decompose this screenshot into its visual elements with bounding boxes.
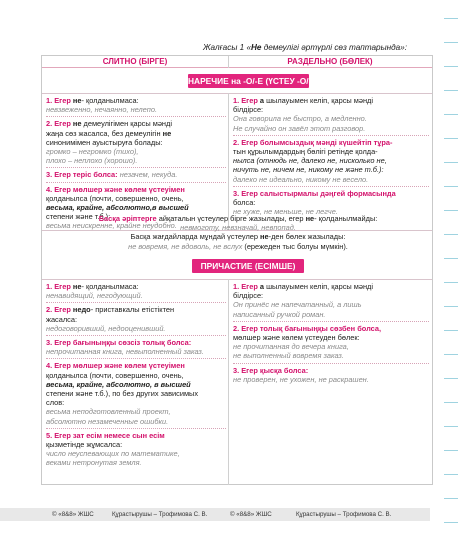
rule-line: 3. Егер бағыныңқы сөзсіз толық болса: bbox=[46, 338, 192, 348]
edge-tick bbox=[444, 234, 458, 235]
example-text: невзвеженно, нечаянно, нелепо. bbox=[46, 105, 158, 115]
rule-separator bbox=[46, 358, 226, 359]
caption-suffix: демеулігі әртүрлі сөз таптарында»: bbox=[261, 43, 408, 52]
example-text: не прочитанная до вечера книга, bbox=[233, 342, 349, 352]
rule-line: білдірсе: bbox=[233, 291, 264, 301]
middle-line-2: Басқа жағдайларда мұндай үстеулер не-ден бөлек жазылады: bbox=[130, 232, 346, 242]
rule-line: 3. Егер салыстырмалы дәңгей формасында bbox=[233, 188, 396, 198]
edge-tick bbox=[444, 138, 458, 139]
middle-line-3: не вовремя, не вдоволь, не вслух (ережеден тыс болуы мүмкін). bbox=[128, 241, 348, 251]
middle-example-1: невмоготу, невзначай, невпопад. bbox=[180, 223, 296, 233]
edge-tick bbox=[444, 498, 458, 499]
section2-top-rule bbox=[42, 279, 432, 280]
rule-line: степени және т.б.), по без других зависимых bbox=[46, 389, 199, 399]
rule-separator bbox=[46, 167, 226, 168]
rule-line: 3. Егер теріс болса: незачем, некуда. bbox=[46, 170, 178, 180]
example-text: написанный ручкой роман. bbox=[233, 309, 326, 319]
example-text: непрочитанная книга, невыполненный заказ. bbox=[46, 347, 204, 357]
rule-line: болса: bbox=[233, 198, 256, 208]
footer-copyright-right: © «8&8» ЖШС bbox=[230, 511, 272, 518]
edge-tick bbox=[444, 402, 458, 403]
edge-tick bbox=[444, 66, 458, 67]
rule-line: мөлшер және көлем үстеуден бөлек: bbox=[233, 333, 360, 343]
edge-tick bbox=[444, 354, 458, 355]
rule-line: білдірсе: bbox=[233, 105, 264, 115]
edge-tick bbox=[444, 378, 458, 379]
rule-separator bbox=[233, 135, 429, 136]
edge-tick bbox=[444, 522, 458, 523]
section2-right-column bbox=[233, 282, 429, 384]
rule-line: 1. Егер не- қолданылмаса: bbox=[46, 282, 139, 291]
caption-prefix: Жалғасы 1 « bbox=[203, 43, 252, 52]
rule-line: 2. Егер болымсыздық мәнді күшейтіп тұра- bbox=[233, 137, 393, 147]
continuation-caption bbox=[203, 43, 443, 52]
header-divider bbox=[228, 56, 229, 68]
rule-line: слов: bbox=[46, 398, 65, 408]
rule-line: 4. Егер мөлшер және көлем үстеуімен bbox=[46, 184, 185, 194]
section1-left-column bbox=[46, 96, 226, 231]
section1-right-column bbox=[233, 96, 429, 216]
edge-tick bbox=[444, 426, 458, 427]
section-title-prichastie: ПРИЧАСТИЕ (ЕСІМШЕ) bbox=[192, 259, 304, 273]
section1-divider bbox=[228, 93, 229, 230]
example-text: плохо – неплохо (хорошо). bbox=[46, 156, 138, 166]
example-text: не выполненный вовремя заказ. bbox=[233, 351, 344, 361]
caption-bold: Не bbox=[251, 43, 262, 52]
edge-tick bbox=[444, 258, 458, 259]
rule-line: весьма, крайне, абсолютно, в высшей bbox=[46, 379, 191, 389]
edge-tick bbox=[444, 90, 458, 91]
edge-tick bbox=[444, 18, 458, 19]
example-text: число неуспевающих по математике, bbox=[46, 449, 180, 459]
rule-line: 3. Егер қысқа болса: bbox=[233, 365, 309, 375]
rule-separator bbox=[46, 182, 226, 183]
edge-tick bbox=[444, 282, 458, 283]
example-text: ненавидящий, негодующий. bbox=[46, 291, 143, 301]
rule-line: 1. Егер а шылауымен келіп, қарсы мәнді bbox=[233, 96, 373, 105]
section-title-narechie: НАРЕЧИЕ на -О/-Е (ҮСТЕУ -О/-Е) bbox=[188, 76, 320, 86]
rule-separator bbox=[233, 186, 429, 187]
example-text: весьма неискренне, крайне неудобно. bbox=[46, 221, 177, 231]
header-razdelno: РАЗДЕЛЬНО (БӨЛЕК) bbox=[287, 57, 373, 66]
table-header bbox=[42, 56, 432, 68]
edge-tick bbox=[444, 474, 458, 475]
rule-line: жаңа сөз жасалса, без демеулігін не bbox=[46, 128, 172, 138]
rule-separator bbox=[46, 428, 226, 429]
section2-left-column bbox=[46, 282, 226, 468]
rule-line: қызметінде жұмсалса: bbox=[46, 440, 123, 450]
example-text: веками нетронутая земля. bbox=[46, 458, 142, 468]
rule-separator bbox=[46, 116, 226, 117]
rule-line: нылса (отнюдь не, далеко не, нисколько не, bbox=[233, 156, 387, 166]
example-text: Не случайно он завёл этот разговор. bbox=[233, 123, 366, 133]
rule-separator bbox=[46, 335, 226, 336]
edge-tick bbox=[444, 210, 458, 211]
footer-author-right: Құрастырушы – Трофимова С. В. bbox=[296, 511, 392, 518]
edge-tick bbox=[444, 450, 458, 451]
middle-line-1: Басқа әріптерге айқаталын үстеулер бірге жазылады, егер не- қолданылмайды: bbox=[98, 214, 378, 223]
rule-line: 2. Егер толық бағыныңқы сөзбен болса, bbox=[233, 323, 382, 333]
edge-tick bbox=[444, 306, 458, 307]
rule-line: қолданылса (почти, совершенно, очень, bbox=[46, 193, 184, 203]
rule-line: 2. Егер не демеулігімен қарсы мәнді bbox=[46, 119, 172, 129]
example-text: громко – негромко (тихо), bbox=[46, 147, 139, 157]
section1-top-rule bbox=[42, 93, 432, 94]
edge-tick bbox=[444, 186, 458, 187]
example-text: Он принёс не напечатанный, а лишь bbox=[233, 300, 362, 310]
example-text: далеко не идеально, никому не весело. bbox=[233, 174, 369, 184]
rules-table bbox=[41, 55, 433, 485]
example-text: недоговоривший, недооценивший. bbox=[46, 323, 166, 333]
section2-divider bbox=[228, 279, 229, 485]
middle-note bbox=[46, 214, 430, 251]
page-edge-rules bbox=[430, 0, 458, 550]
example-text: Она говорила не быстро, а медленно. bbox=[233, 114, 367, 124]
rule-line: тын құрылымдардың бөлігі ретінде қолда- bbox=[233, 147, 378, 157]
rule-line: 5. Егер зат есім немесе сын есім bbox=[46, 430, 165, 440]
edge-tick bbox=[444, 330, 458, 331]
rule-line: синонимімен ауыстыруға болады: bbox=[46, 137, 163, 147]
example-text: весьма неподготовленный проект, bbox=[46, 407, 171, 417]
rule-line: 4. Егер мөлшер және көлем үстеуімен bbox=[46, 361, 185, 371]
edge-tick bbox=[444, 114, 458, 115]
rule-line: 1. Егер не- қолданылмаса: bbox=[46, 96, 139, 105]
rule-line: ничуть не, ничем не, никому не және т.б.): bbox=[233, 165, 384, 175]
rule-line: жасалса: bbox=[46, 314, 78, 324]
edge-tick bbox=[444, 162, 458, 163]
rule-separator bbox=[46, 302, 226, 303]
rule-separator bbox=[233, 321, 429, 322]
rule-line: 2. Егер недо- приставкалы етістіктен bbox=[46, 305, 175, 315]
edge-tick bbox=[444, 42, 458, 43]
rule-line: қолданылса (почти, совершенно, очень, bbox=[46, 370, 184, 380]
rule-line: весьма, крайне, абсолютно,в высшей bbox=[46, 203, 189, 213]
footer-copyright-left: © «8&8» ЖШС bbox=[52, 511, 94, 518]
rule-line: степени және т.б.): bbox=[46, 212, 111, 222]
page-footer bbox=[0, 508, 430, 521]
example-text: абсолютно незамеченные ошибки. bbox=[46, 416, 169, 426]
rule-line: 1. Егер а шылауымен келіп, қарсы мәнді bbox=[233, 282, 373, 291]
example-text: не хуже, не меньше, не легче. bbox=[233, 207, 338, 217]
rule-separator bbox=[233, 363, 429, 364]
footer-author-left: Құрастырушы – Трофимова С. В. bbox=[112, 511, 208, 518]
header-slitno: СЛИТНО (БІРГЕ) bbox=[102, 57, 168, 66]
example-text: не проверен, не ухожен, не раскрашен. bbox=[233, 374, 369, 384]
